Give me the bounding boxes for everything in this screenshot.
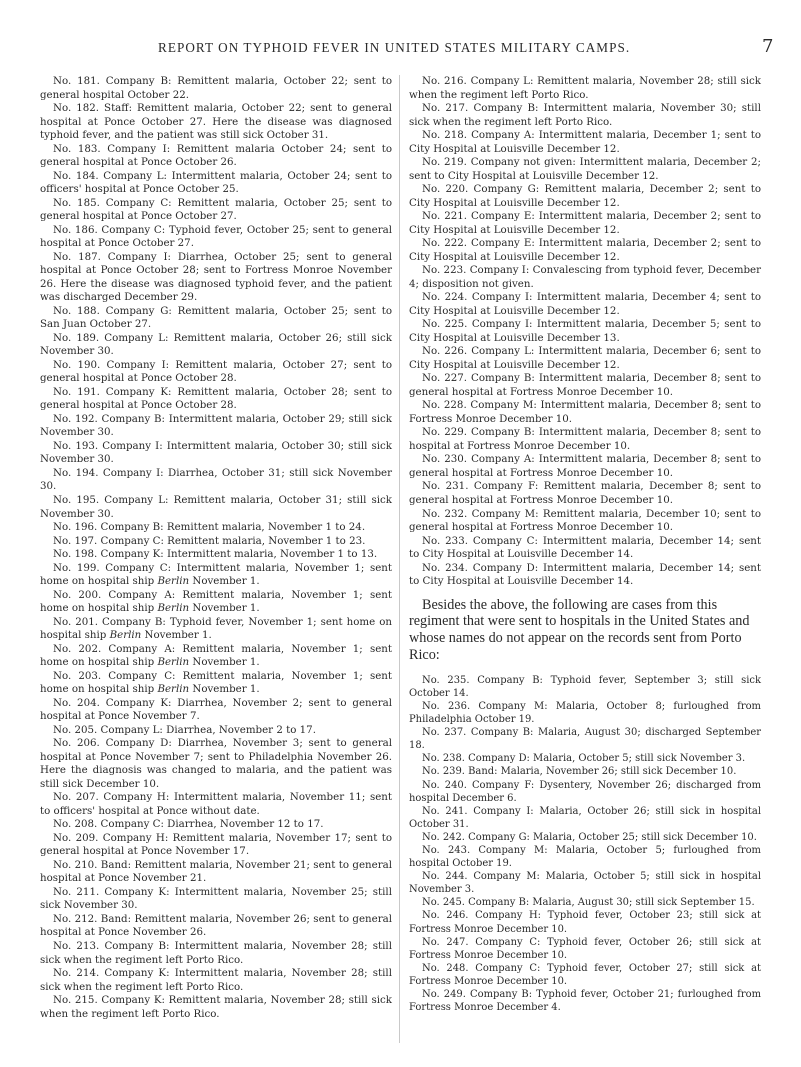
case-entry: No. 240. Company F: Dysentery, November 26; discharged from hospital December 6. [409, 779, 761, 804]
case-entry: No. 223. Company I: Convalescing from typhoid fever, December 4; disposition not given. [409, 264, 761, 290]
case-entry: No. 235. Company B: Typhoid fever, September 3; still sick October 14. [409, 674, 761, 699]
case-entry: No. 184. Company L: Intermittent malaria, October 24; sent to officers' hospital at Ponce October 25. [40, 169, 392, 196]
case-entry: No. 238. Company D: Malaria, October 5; still sick November 3. [422, 753, 746, 765]
case-entry: No. 207. Company H: Intermittent malaria, November 11; sent to officers' hospital at Ponce without date. [40, 791, 392, 817]
case-entry: No. 228. Company M: Intermittent malaria, December 8; sent to Fortress Monroe December 10. [409, 399, 761, 425]
case-entry: No. 230. Company A: Intermittent malaria, December 8; sent to general hospital at Fortress Monroe December 10. [409, 453, 761, 479]
running-title: REPORT ON TYPHOID FEVER IN UNITED STATES MILITARY CAMPS. [158, 40, 631, 55]
case-list-continued [409, 75, 761, 589]
case-entry: No. 244. Company M: Malaria, October 5; still sick in hospital November 3. [409, 871, 761, 896]
case-entry: No. 182. Staff: Remittent malaria, October 22; sent to general hospital at Ponce October 27. Here the disease was diagnosed typhoid fever, and the patient was still sick October 31. [40, 102, 392, 142]
case-entry: No. 246. Company H: Typhoid fever, October 23; still sick at Fortress Monroe December 10. [409, 910, 761, 935]
case-entry: No. 242. Company G: Malaria, October 25; still sick December 10. [422, 831, 757, 843]
case-entry: No. 226. Company L: Intermittent malaria, December 6; sent to City Hospital at Louisville December 12. [409, 345, 761, 371]
case-entry: No. 221. Company E: Intermittent malaria, December 2; sent to City Hospital at Louisville December 12. [409, 210, 761, 236]
case-entry: No. 227. Company B: Intermittent malaria, December 8; sent to general hospital at Fortress Monroe December 10. [409, 372, 761, 398]
case-entry: No. 186. Company C: Typhoid fever, October 25; sent to general hospital at Ponce October 27. [40, 223, 392, 250]
case-entry: No. 211. Company K: Intermittent malaria, November 25; still sick November 30. [40, 885, 392, 912]
case-entry: No. 204. Company K: Diarrhea, November 2; sent to general hospital at Ponce November 7. [40, 696, 392, 723]
case-entry: No. 209. Company H: Remittent malaria, November 17; sent to general hospital at Ponce November 17. [40, 831, 392, 858]
ship-name: Berlin [109, 629, 142, 642]
case-entry: No. 181. Company B: Remittent malaria, October 22; sent to general hospital October 22. [40, 75, 392, 101]
case-entry: No. 225. Company I: Intermittent malaria, December 5; sent to City Hospital at Louisville December 13. [409, 318, 761, 344]
case-entry: No. 193. Company I: Intermittent malaria, October 30; still sick November 30. [40, 439, 392, 466]
case-entry: No. 213. Company B: Intermittent malaria, November 28; still sick when the regiment left Porto Rico. [40, 940, 392, 966]
case-entry: No. 248. Company C: Typhoid fever, October 27; still sick at Fortress Monroe December 10. [409, 962, 761, 987]
case-entry: No. 231. Company F: Remittent malaria, December 8; sent to general hospital at Fortress Monroe December 10. [409, 480, 761, 506]
intro-paragraph: Besides the above, the following are cases from this regiment that were sent to hospitals in the United States and whose names do not appear on the records sent from Porto Rico: [409, 596, 750, 663]
case-entry: No. 215. Company K: Remittent malaria, November 28; still sick when the regiment left Porto Rico. [40, 994, 392, 1020]
case-entry: No. 189. Company L: Remittent malaria, October 26; still sick November 30. [40, 331, 392, 358]
column-divider [399, 75, 400, 1043]
case-entry: No. 220. Company G: Remittent malaria, December 2; sent to City Hospital at Louisville December 12. [409, 183, 761, 209]
case-entry: No. 234. Company D: Intermittent malaria, December 14; sent to City Hospital at Louisville December 14. [409, 561, 761, 588]
page-number: 7 [762, 36, 774, 57]
case-entry: No. 217. Company B: Intermittent malaria, November 30; still sick when the regiment left Porto Rico. [409, 102, 761, 128]
case-entry: No. 210. Band: Remittent malaria, November 21; sent to general hospital at Ponce November 21. [40, 858, 392, 885]
case-entry: No. 222. Company E: Intermittent malaria, December 2; sent to City Hospital at Louisville December 12. [409, 237, 761, 263]
case-entry: No. 218. Company A: Intermittent malaria, December 1; sent to City Hospital at Louisville December 12. [409, 129, 761, 155]
case-entry: No. 183. Company I: Remittent malaria October 24; sent to general hospital at Ponce October 26. [40, 142, 392, 169]
case-entry: No. 212. Band: Remittent malaria, November 26; sent to general hospital at Ponce November 26. [40, 912, 392, 939]
ship-name: Berlin [157, 656, 190, 669]
case-entry: No. 233. Company C: Intermittent malaria, December 14; sent to City Hospital at Louisville December 14. [409, 534, 761, 561]
case-entry: No. 195. Company L: Remittent malaria, October 31; still sick November 30. [40, 493, 392, 520]
case-entry: No. 201. Company B: Typhoid fever, November 1; sent home on hospital ship Berlin November 1. [40, 615, 392, 642]
case-entry: No. 190. Company I: Remittent malaria, October 27; sent to general hospital at Ponce October 28. [40, 358, 392, 385]
case-entry: No. 236. Company M: Malaria, October 8; furloughed from Philadelphia October 19. [409, 700, 761, 726]
case-entry: No. 202. Company A: Remittent malaria, November 1; sent home on hospital ship Berlin November 1. [40, 642, 392, 669]
case-entry: No. 219. Company not given: Intermittent malaria, December 2; sent to City Hospital at Louisville December 12. [409, 156, 761, 182]
case-entry: No. 232. Company M: Remittent malaria, December 10; sent to general hospital at Fortress Monroe December 10. [409, 507, 761, 534]
case-entry: No. 243. Company M: Malaria, October 5; furloughed from hospital October 19. [409, 845, 761, 870]
case-entry: No. 203. Company C: Remittent malaria, November 1; sent home on hospital ship Berlin November 1. [40, 669, 392, 696]
page-header [0, 36, 801, 60]
case-entry: No. 196. Company B: Remittent malaria, November 1 to 24. [53, 521, 366, 534]
case-entry: No. 214. Company K: Intermittent malaria, November 28; still sick when the regiment left Porto Rico. [40, 967, 392, 993]
case-entry: No. 208. Company C: Diarrhea, November 12 to 17. [53, 818, 324, 831]
ship-name: Berlin [157, 683, 190, 696]
case-entry: No. 216. Company L: Remittent malaria, November 28; still sick when the regiment left Porto Rico. [409, 75, 761, 101]
case-entry: No. 192. Company B: Intermittent malaria, October 29; still sick November 30. [40, 412, 392, 439]
case-entry: No. 245. Company B: Malaria, August 30; still sick September 15. [422, 897, 755, 909]
additional-case-list [409, 674, 761, 1014]
case-entry: No. 187. Company I: Diarrhea, October 25; sent to general hospital at Ponce October 28; sent to Fortress Monroe November 26. Here the disease was diagnosed typhoid fever, and the patient was discharged December 29. [40, 250, 392, 304]
case-entry: No. 241. Company I: Malaria, October 26; still sick in hospital October 31. [409, 805, 761, 830]
case-entry: No. 199. Company C: Intermittent malaria, November 1; sent home on hospital ship Berlin November 1. [40, 561, 392, 588]
case-entry: No. 191. Company K: Remittent malaria, October 28; sent to general hospital at Ponce October 28. [40, 385, 392, 412]
left-column [40, 75, 392, 1021]
case-entry: No. 239. Band: Malaria, November 26; still sick December 10. [422, 766, 737, 778]
case-entry: No. 185. Company C: Remittent malaria, October 25; sent to general hospital at Ponce October 27. [40, 196, 392, 223]
case-entry: No. 205. Company L: Diarrhea, November 2 to 17. [53, 723, 316, 736]
case-entry: No. 249. Company B: Typhoid fever, October 21; furloughed from Fortress Monroe December 4. [409, 989, 761, 1014]
case-entry: No. 194. Company I: Diarrhea, October 31; still sick November 30. [40, 466, 392, 493]
case-entry: No. 229. Company B: Intermittent malaria, December 8; sent to hospital at Fortress Monroe December 10. [409, 426, 761, 452]
case-entry: No. 197. Company C: Remittent malaria, November 1 to 23. [53, 534, 366, 547]
case-entry: No. 198. Company K: Intermittent malaria, November 1 to 13. [53, 548, 378, 561]
ship-name: Berlin [157, 575, 190, 588]
case-entry: No. 200. Company A: Remittent malaria, November 1; sent home on hospital ship Berlin November 1. [40, 588, 392, 615]
case-entry: No. 224. Company I: Intermittent malaria, December 4; sent to City Hospital at Louisville December 12. [409, 291, 761, 317]
case-entry: No. 237. Company B: Malaria, August 30; discharged September 18. [409, 727, 761, 752]
case-entry: No. 188. Company G: Remittent malaria, October 25; sent to San Juan October 27. [40, 304, 392, 331]
case-entry: No. 247. Company C: Typhoid fever, October 26; still sick at Fortress Monroe December 10. [409, 936, 761, 961]
right-column [409, 75, 761, 1014]
case-entry: No. 206. Company D: Diarrhea, November 3; sent to general hospital at Ponce November 7; sent to Philadelphia November 26. Here the diagnosis was changed to malaria, and the patient was still sick December 10. [40, 737, 392, 790]
ship-name: Berlin [157, 602, 190, 615]
